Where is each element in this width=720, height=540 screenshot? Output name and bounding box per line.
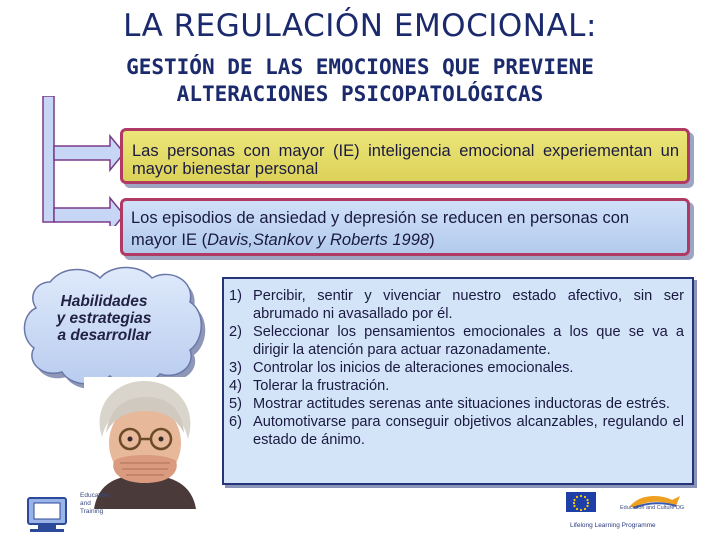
eu-dg-text: Education and Culture DG [620, 505, 685, 511]
cloud-label [40, 293, 168, 344]
list-item-number: 3) [229, 360, 242, 376]
list-item [229, 377, 684, 395]
elderly-woman-photo [84, 377, 204, 509]
list-item-number: 2) [229, 324, 242, 340]
list-item [229, 323, 684, 359]
eu-flag-icon [560, 490, 700, 538]
page-title: LA REGULACIÓN EMOCIONAL: [123, 8, 597, 44]
logo-text-line: Training [80, 508, 104, 515]
info-box-wellbeing [120, 128, 690, 184]
citation-close: ) [429, 231, 435, 249]
info-box-anxiety-text: Los episodios de ansiedad y depresión se reducen en personas con mayor IE ( [131, 209, 630, 249]
education-training-text [80, 492, 120, 516]
list-item-number: 6) [229, 414, 242, 430]
list-item [229, 359, 684, 377]
citation: Davis,Stankov y Roberts 1998 [207, 231, 430, 249]
cloud-line-1: Habilidades [60, 293, 148, 310]
list-item-number: 4) [229, 378, 242, 394]
skills-list [229, 287, 684, 449]
list-item-number: 5) [229, 396, 242, 412]
list-item [229, 413, 684, 449]
list-item-text: Percibir, sentir y vivenciar nuestro estado afectivo, sin ser abrumado ni avasallado por él. [253, 288, 684, 322]
info-box-wellbeing-text: Las personas con mayor (IE) inteligencia emocional experiementan un mayor bienestar personal [132, 142, 679, 178]
list-item-text: Mostrar actitudes serenas ante situaciones inductoras de estrés. [253, 396, 670, 412]
list-item [229, 395, 684, 413]
cloud-line-2: y estrategias [56, 310, 152, 327]
education-training-logo [22, 492, 78, 536]
connector-arrow-icon [38, 96, 128, 226]
list-item [229, 287, 684, 323]
subtitle-line-2: ALTERACIONES PSICOPATOLÓGICAS [176, 82, 544, 106]
page-subtitle [40, 54, 680, 108]
subtitle-line-1: GESTIÓN DE LAS EMOCIONES QUE PREVIENE [126, 55, 594, 79]
list-item-text: Tolerar la frustración. [253, 378, 390, 394]
cloud-line-3: a desarrollar [57, 327, 151, 344]
list-item-text: Automotivarse para conseguir objetivos alcanzables, regulando el estado de ánimo. [253, 414, 684, 448]
skills-list-box [222, 277, 694, 485]
lifelong-learning-text: Lifelong Learning Programme [570, 522, 656, 529]
list-item-text: Seleccionar los pensamientos emocionales a los que se va a dirigir la atención para actuar razonadamente. [253, 324, 684, 358]
info-box-anxiety [120, 198, 690, 256]
list-item-number: 1) [229, 288, 242, 304]
logo-text-line: and [80, 500, 91, 507]
logo-text-line: Education [80, 492, 109, 499]
list-item-text: Controlar los inicios de alteraciones emocionales. [253, 360, 574, 376]
